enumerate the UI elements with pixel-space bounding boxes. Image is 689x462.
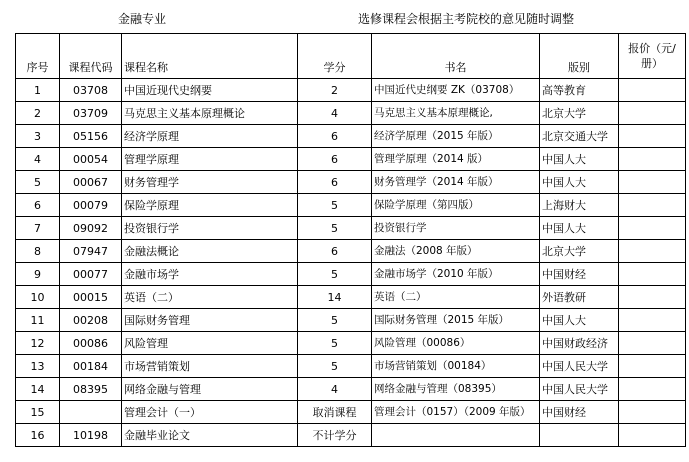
row-code: 00015 [60, 286, 122, 309]
row-price [619, 148, 686, 171]
elective-note: 选修课程会根据主考院校的意见随时调整 [358, 12, 575, 26]
table-row [16, 148, 686, 171]
row-no: 2 [16, 102, 60, 125]
row-edition: 中国人大 [540, 309, 619, 332]
row-code: 00208 [60, 309, 122, 332]
row-no: 9 [16, 263, 60, 286]
row-course-name: 金融法概论 [122, 240, 298, 263]
row-edition: 高等教育 [540, 79, 619, 102]
row-code: 03709 [60, 102, 122, 125]
row-credit: 5 [298, 263, 372, 286]
row-credit: 6 [298, 148, 372, 171]
table-row [16, 194, 686, 217]
row-code: 07947 [60, 240, 122, 263]
row-code: 00086 [60, 332, 122, 355]
row-edition [540, 424, 619, 447]
row-credit: 5 [298, 217, 372, 240]
table-row [16, 286, 686, 309]
row-edition: 中国财政经济 [540, 332, 619, 355]
table-row [16, 102, 686, 125]
row-code: 00054 [60, 148, 122, 171]
table-row [16, 217, 686, 240]
table-row [16, 332, 686, 355]
row-code: 00067 [60, 171, 122, 194]
row-price [619, 378, 686, 401]
row-code: 00077 [60, 263, 122, 286]
row-price [619, 125, 686, 148]
row-course-name: 经济学原理 [122, 125, 298, 148]
row-credit: 4 [298, 378, 372, 401]
col-header-edition: 版别 [540, 34, 619, 79]
row-no: 10 [16, 286, 60, 309]
table-row [16, 355, 686, 378]
table-row [16, 309, 686, 332]
table-row [16, 263, 686, 286]
row-course-name: 保险学原理 [122, 194, 298, 217]
col-header-code: 课程代码 [60, 34, 122, 79]
row-no: 6 [16, 194, 60, 217]
row-code [60, 401, 122, 424]
row-credit: 6 [298, 171, 372, 194]
row-course-name: 国际财务管理 [122, 309, 298, 332]
col-header-book: 书名 [372, 34, 540, 79]
row-edition: 北京大学 [540, 102, 619, 125]
row-price [619, 332, 686, 355]
row-credit: 6 [298, 240, 372, 263]
row-edition: 北京交通大学 [540, 125, 619, 148]
row-course-name: 马克思主义基本原理概论 [122, 102, 298, 125]
row-edition: 外语教研 [540, 286, 619, 309]
row-price [619, 286, 686, 309]
course-table [15, 33, 686, 447]
row-course-name: 财务管理学 [122, 171, 298, 194]
row-edition: 中国人民大学 [540, 355, 619, 378]
row-price [619, 171, 686, 194]
table-header-row [16, 34, 686, 79]
table-row [16, 401, 686, 424]
row-book-title: 风险管理（00086） [372, 332, 540, 355]
row-code: 05156 [60, 125, 122, 148]
row-book-title: 马克思主义基本原理概论, [372, 102, 540, 125]
row-no: 16 [16, 424, 60, 447]
row-course-name: 金融市场学 [122, 263, 298, 286]
row-price [619, 79, 686, 102]
row-book-title: 保险学原理（第四版） [372, 194, 540, 217]
row-no: 11 [16, 309, 60, 332]
row-book-title: 金融法（2008 年版） [372, 240, 540, 263]
row-course-name: 金融毕业论文 [122, 424, 298, 447]
row-price [619, 263, 686, 286]
row-code: 09092 [60, 217, 122, 240]
row-no: 8 [16, 240, 60, 263]
row-course-name: 市场营销策划 [122, 355, 298, 378]
col-header-no: 序号 [16, 34, 60, 79]
row-price [619, 217, 686, 240]
row-book-title: 国际财务管理（2015 年版） [372, 309, 540, 332]
col-header-price: 报价（元/册） [619, 34, 686, 79]
row-price [619, 355, 686, 378]
row-price [619, 240, 686, 263]
table-row [16, 125, 686, 148]
row-code: 08395 [60, 378, 122, 401]
row-course-name: 管理会计（一） [122, 401, 298, 424]
row-book-title: 英语（二） [372, 286, 540, 309]
row-edition: 中国人大 [540, 217, 619, 240]
row-credit: 取消课程 [298, 401, 372, 424]
row-course-name: 英语（二） [122, 286, 298, 309]
row-price [619, 424, 686, 447]
row-edition: 中国人大 [540, 171, 619, 194]
table-row [16, 378, 686, 401]
row-edition: 中国人大 [540, 148, 619, 171]
row-course-name: 风险管理 [122, 332, 298, 355]
row-price [619, 401, 686, 424]
row-credit: 14 [298, 286, 372, 309]
row-book-title: 网络金融与管理（08395） [372, 378, 540, 401]
table-row [16, 424, 686, 447]
row-code: 10198 [60, 424, 122, 447]
row-no: 14 [16, 378, 60, 401]
row-edition: 中国财经 [540, 401, 619, 424]
row-book-title: 管理会计（0157）（2009 年版） [372, 401, 540, 424]
row-credit: 不计学分 [298, 424, 372, 447]
row-no: 7 [16, 217, 60, 240]
row-price [619, 102, 686, 125]
row-book-title: 投资银行学 [372, 217, 540, 240]
row-course-name: 中国近现代史纲要 [122, 79, 298, 102]
row-book-title [372, 424, 540, 447]
row-credit: 5 [298, 332, 372, 355]
row-book-title: 财务管理学（2014 年版） [372, 171, 540, 194]
row-course-name: 网络金融与管理 [122, 378, 298, 401]
row-edition: 中国人民大学 [540, 378, 619, 401]
row-code: 00079 [60, 194, 122, 217]
col-header-credit: 学分 [298, 34, 372, 79]
row-price [619, 194, 686, 217]
table-row [16, 240, 686, 263]
row-price [619, 309, 686, 332]
row-no: 5 [16, 171, 60, 194]
row-course-name: 管理学原理 [122, 148, 298, 171]
row-credit: 5 [298, 355, 372, 378]
row-no: 4 [16, 148, 60, 171]
row-edition: 中国财经 [540, 263, 619, 286]
row-no: 13 [16, 355, 60, 378]
row-credit: 4 [298, 102, 372, 125]
row-book-title: 经济学原理（2015 年版） [372, 125, 540, 148]
row-no: 3 [16, 125, 60, 148]
row-no: 15 [16, 401, 60, 424]
row-code: 00184 [60, 355, 122, 378]
major-title: 金融专业 [118, 12, 167, 26]
row-code: 03708 [60, 79, 122, 102]
row-credit: 5 [298, 194, 372, 217]
table-row [16, 79, 686, 102]
row-credit: 6 [298, 125, 372, 148]
row-book-title: 金融市场学（2010 年版） [372, 263, 540, 286]
row-edition: 北京大学 [540, 240, 619, 263]
row-book-title: 市场营销策划（00184） [372, 355, 540, 378]
row-credit: 5 [298, 309, 372, 332]
table-row [16, 171, 686, 194]
row-book-title: 管理学原理（2014 版） [372, 148, 540, 171]
row-edition: 上海财大 [540, 194, 619, 217]
row-book-title: 中国近代史纲要 ZK（03708） [372, 79, 540, 102]
row-no: 1 [16, 79, 60, 102]
row-credit: 2 [298, 79, 372, 102]
col-header-name: 课程名称 [122, 34, 298, 79]
row-no: 12 [16, 332, 60, 355]
row-course-name: 投资银行学 [122, 217, 298, 240]
